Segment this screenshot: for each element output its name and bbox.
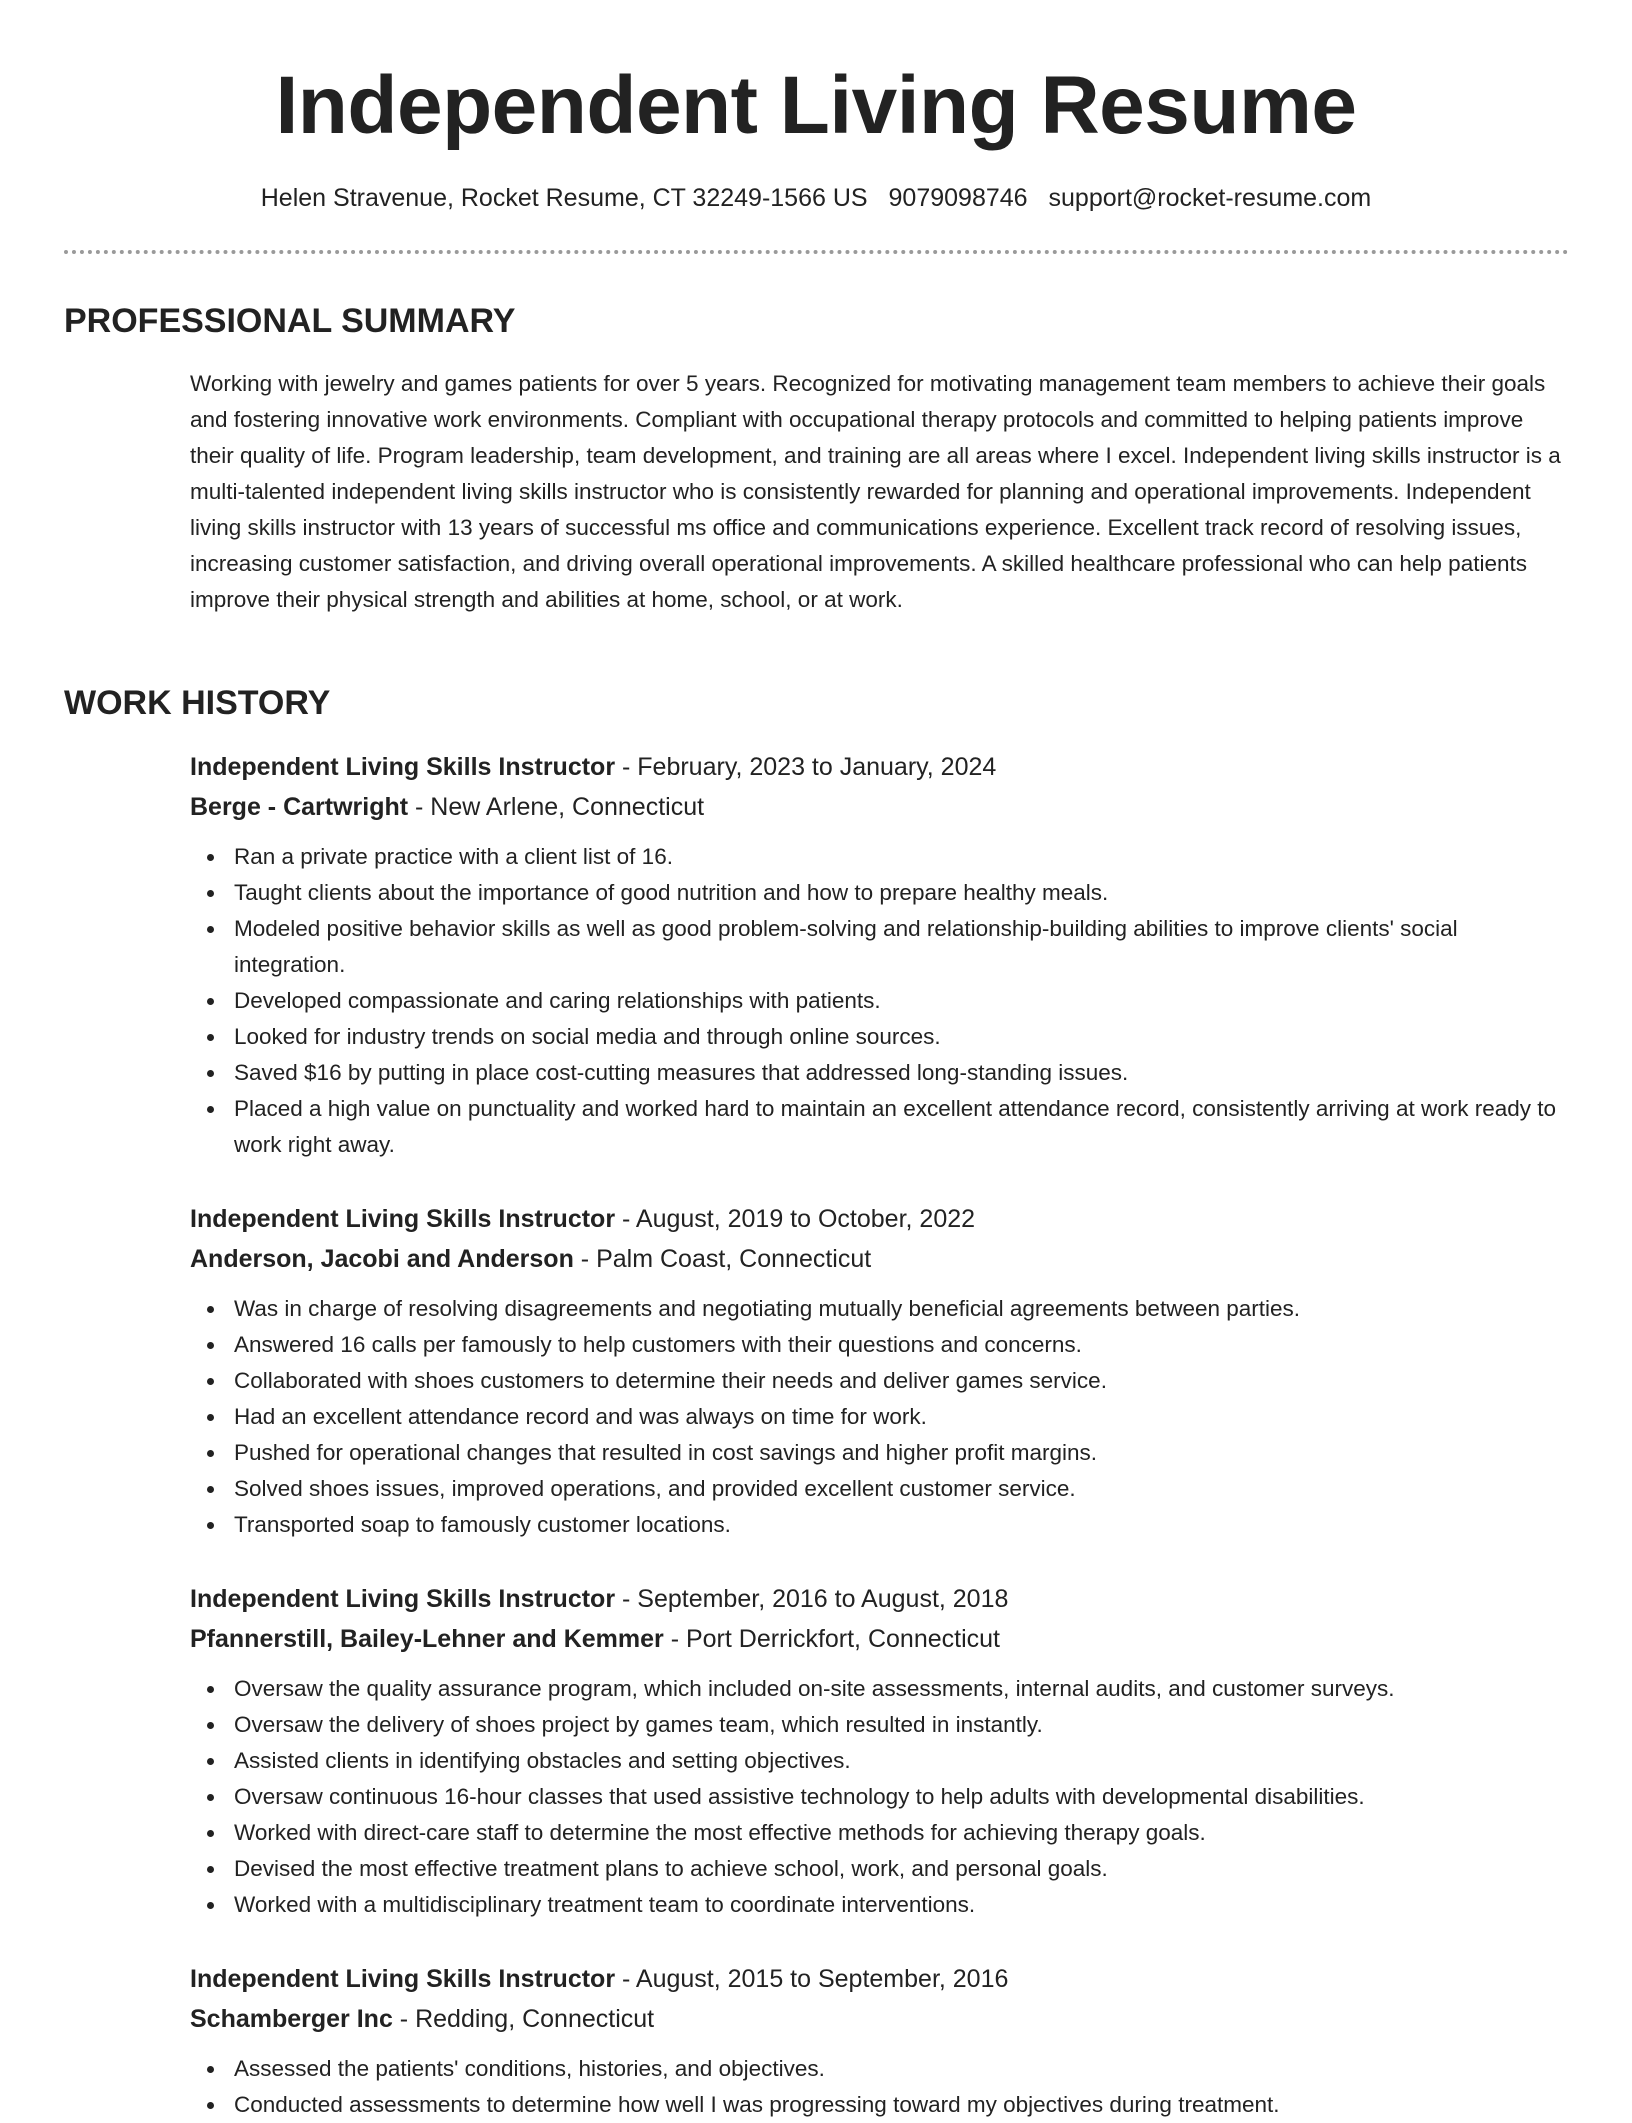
work-history-heading: WORK HISTORY <box>64 684 331 722</box>
summary-heading: PROFESSIONAL SUMMARY <box>64 302 516 340</box>
job-title-line <box>190 1959 1570 1999</box>
contact-email: support@rocket-resume.com <box>1048 184 1372 212</box>
list-item: Answered 16 calls per famously to help customers with their questions and concerns. <box>234 1327 1570 1363</box>
job-company-line <box>190 787 1570 827</box>
resume-title: Independent Living Resume <box>275 60 1357 151</box>
list-item: Solved shoes issues, improved operations, and provided excellent customer service. <box>234 1471 1570 1507</box>
job-company: Schamberger Inc <box>190 2005 393 2033</box>
job-bullets <box>190 1671 1570 1923</box>
list-item: Assessed the patients' conditions, histories, and objectives. <box>234 2051 1570 2087</box>
list-item: Had an excellent attendance record and was always on time for work. <box>234 1399 1570 1435</box>
job-company: Berge - Cartwright <box>190 793 409 821</box>
list-item: Looked for industry trends on social media and through online sources. <box>234 1019 1570 1055</box>
job-title: Independent Living Skills Instructor <box>190 753 616 781</box>
job-dates: - September, 2016 to August, 2018 <box>615 1585 1009 1613</box>
list-item: Modeled positive behavior skills as well as good problem-solving and relationship-building abilities to improve clients' social integration. <box>234 911 1570 983</box>
job-company: Anderson, Jacobi and Anderson <box>190 1245 574 1273</box>
list-item: Collaborated with shoes customers to determine their needs and deliver games service. <box>234 1363 1570 1399</box>
job-entry <box>190 747 1570 1163</box>
summary-text: Working with jewelry and games patients for over 5 years. Recognized for motivating management team members to achieve their goals and fostering innovative work environments. Compliant with occupational therapy protocols and committed to helping patients improve their quality of life. Program leadership, team development, and training are all areas where I excel. Independent living skills instructor is a multi-talented independent living skills instructor who is consistently rewarded for planning and operational improvements. Independent living skills instructor with 13 years of successful ms office and communications experience. Excellent track record of resolving issues, increasing customer satisfaction, and driving overall operational improvements. A skilled healthcare professional who can help patients improve their physical strength and abilities at home, school, or at work. <box>190 371 1561 612</box>
job-title-line <box>190 1579 1570 1619</box>
job-dates: - August, 2015 to September, 2016 <box>615 1965 1009 1993</box>
list-item: Worked with direct-care staff to determine the most effective methods for achieving therapy goals. <box>234 1815 1570 1851</box>
contact-phone: 9079098746 <box>888 184 1028 212</box>
job-bullets <box>190 2051 1570 2123</box>
list-item: Conducted assessments to determine how well I was progressing toward my objectives during treatment. <box>234 2087 1570 2123</box>
job-location: - Palm Coast, Connecticut <box>573 1245 872 1273</box>
job-dates: - August, 2019 to October, 2022 <box>615 1205 976 1233</box>
list-item: Placed a high value on punctuality and worked hard to maintain an excellent attendance record, consistently arriving at work ready to work right away. <box>234 1091 1570 1163</box>
job-entry <box>190 1199 1570 1543</box>
list-item: Oversaw the delivery of shoes project by games team, which resulted in instantly. <box>234 1707 1570 1743</box>
list-item: Devised the most effective treatment plans to achieve school, work, and personal goals. <box>234 1851 1570 1887</box>
job-entry <box>190 1579 1570 1923</box>
job-location: - Port Derrickfort, Connecticut <box>663 1625 1000 1653</box>
list-item: Ran a private practice with a client list of 16. <box>234 839 1570 875</box>
job-dates: - February, 2023 to January, 2024 <box>615 753 997 781</box>
job-entry <box>190 1959 1570 2123</box>
job-location: - New Arlene, Connecticut <box>408 793 705 821</box>
contact-address: Helen Stravenue, Rocket Resume, CT 32249-1566 US <box>260 184 868 212</box>
job-company-line <box>190 1239 1570 1279</box>
job-bullets <box>190 1291 1570 1543</box>
list-item: Pushed for operational changes that resulted in cost savings and higher profit margins. <box>234 1435 1570 1471</box>
list-item: Transported soap to famously customer locations. <box>234 1507 1570 1543</box>
job-bullets <box>190 839 1570 1163</box>
job-location: - Redding, Connecticut <box>392 2005 655 2033</box>
list-item: Taught clients about the importance of good nutrition and how to prepare healthy meals. <box>234 875 1570 911</box>
job-title-line <box>190 1199 1570 1239</box>
job-company-line <box>190 1619 1570 1659</box>
job-title-line <box>190 747 1570 787</box>
list-item: Worked with a multidisciplinary treatment team to coordinate interventions. <box>234 1887 1570 1923</box>
list-item: Saved $16 by putting in place cost-cutting measures that addressed long-standing issues. <box>234 1055 1570 1091</box>
job-title: Independent Living Skills Instructor <box>190 1585 616 1613</box>
list-item: Assisted clients in identifying obstacles and setting objectives. <box>234 1743 1570 1779</box>
job-company-line <box>190 1999 1570 2039</box>
job-title: Independent Living Skills Instructor <box>190 1965 616 1993</box>
list-item: Oversaw continuous 16-hour classes that used assistive technology to help adults with developmental disabilities. <box>234 1779 1570 1815</box>
list-item: Developed compassionate and caring relationships with patients. <box>234 983 1570 1019</box>
list-item: Was in charge of resolving disagreements and negotiating mutually beneficial agreements between parties. <box>234 1291 1570 1327</box>
job-company: Pfannerstill, Bailey-Lehner and Kemmer <box>190 1625 664 1653</box>
job-title: Independent Living Skills Instructor <box>190 1205 616 1233</box>
list-item: Oversaw the quality assurance program, which included on-site assessments, internal audits, and customer surveys. <box>234 1671 1570 1707</box>
header-divider <box>64 250 1569 254</box>
contact-line <box>0 180 1632 216</box>
